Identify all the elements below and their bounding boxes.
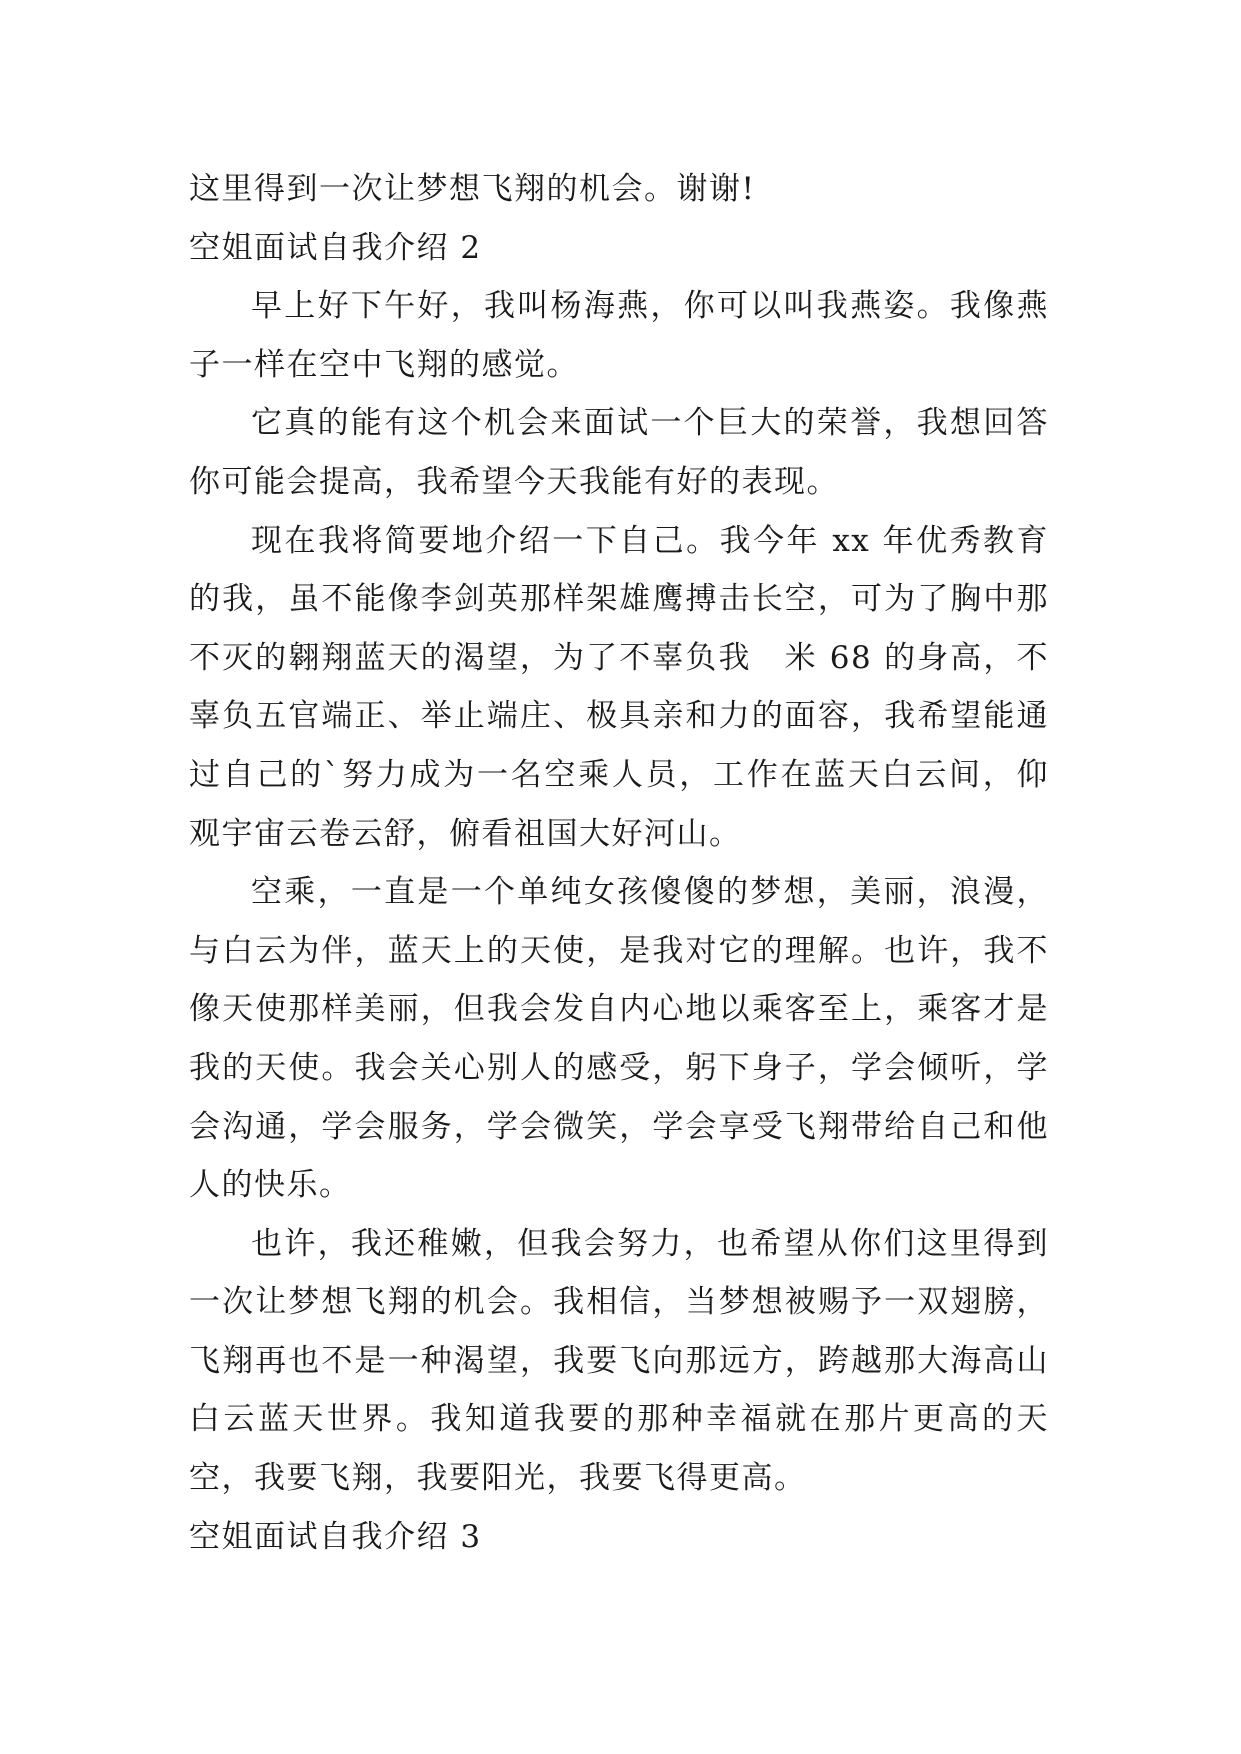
section-2-paragraph-4: 空乘，一直是一个单纯女孩傻傻的梦想，美丽，浪漫，与白云为伴，蓝天上的天使，是我对它的理解。也许，我不像天使那样美丽，但我会发自内心地以乘客至上，乘客才是我的天使。我会关心别人的感受，躬下身子，学会倾听，学会沟通，学会服务，学会微笑，学会享受飞翔带给自己和他人的快乐。 bbox=[189, 874, 1049, 1204]
section-2-heading: 空姐面试自我介绍 2 bbox=[189, 229, 482, 266]
document-body bbox=[189, 160, 1049, 1566]
section-3-heading: 空姐面试自我介绍 3 bbox=[189, 1518, 482, 1555]
section-2-paragraph-3: 现在我将简要地介绍一下自己。我今年 xx 年优秀教育的我，虽不能像李剑英那样架雄鹰搏击长空，可为了胸中那不灭的翱翔蓝天的渴望，为了不辜负我 米 68 的身高，不辜负五官端正、举止端庄、极具亲和力的面容，我希望能通过自己的`努力成为一名空乘人员，工作在蓝天白云间，仰观宇宙云卷云舒，俯看祖国大好河山。 bbox=[189, 522, 1049, 852]
section-2-paragraph-1: 早上好下午好，我叫杨海燕，你可以叫我燕姿。我像燕子一样在空中飞翔的感觉。 bbox=[189, 288, 1049, 383]
section-2-paragraph-5: 也许，我还稚嫩，但我会努力，也希望从你们这里得到一次让梦想飞翔的机会。我相信，当梦想被赐予一双翅膀，飞翔再也不是一种渴望，我要飞向那远方，跨越那大海高山白云蓝天世界。我知道我要的那种幸福就在那片更高的天空，我要飞翔，我要阳光，我要飞得更高。 bbox=[189, 1225, 1049, 1497]
intro-line: 这里得到一次让梦想飞翔的机会。谢谢! bbox=[189, 171, 756, 207]
section-2-paragraph-2: 它真的能有这个机会来面试一个巨大的荣誉，我想回答你可能会提高，我希望今天我能有好的表现。 bbox=[189, 405, 1049, 500]
